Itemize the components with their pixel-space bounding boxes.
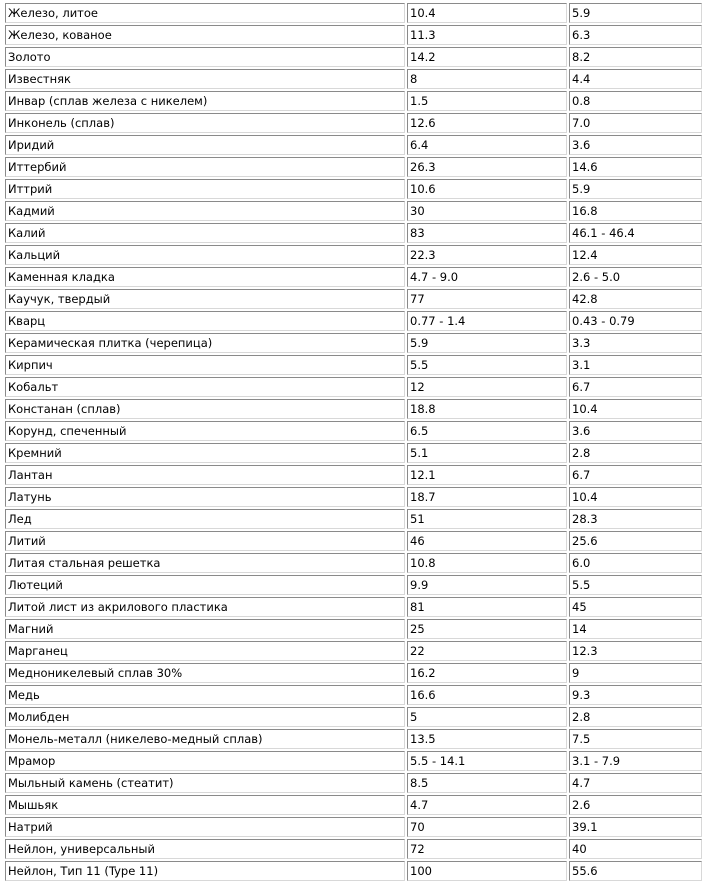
material-cell: Кирпич (5, 355, 405, 375)
material-cell: Магний (5, 619, 405, 639)
table-row (5, 311, 702, 331)
material-cell: Кальций (5, 245, 405, 265)
table-row (5, 179, 702, 199)
table-row (5, 201, 702, 221)
table-row (5, 399, 702, 419)
table-row (5, 795, 702, 815)
value-cell-2: 3.1 (569, 355, 702, 375)
value-cell-2: 2.8 (569, 443, 702, 463)
material-cell: Кобальт (5, 377, 405, 397)
material-cell: Лед (5, 509, 405, 529)
material-cell: Нейлон, универсальный (5, 839, 405, 859)
value-cell-1: 5.1 (407, 443, 567, 463)
table-row (5, 751, 702, 771)
table-row (5, 509, 702, 529)
material-cell: Литой лист из акрилового пластика (5, 597, 405, 617)
value-cell-2: 9.3 (569, 685, 702, 705)
table-row (5, 267, 702, 287)
material-cell: Кадмий (5, 201, 405, 221)
value-cell-1: 22.3 (407, 245, 567, 265)
value-cell-1: 72 (407, 839, 567, 859)
value-cell-1: 5 (407, 707, 567, 727)
value-cell-1: 9.9 (407, 575, 567, 595)
material-cell: Известняк (5, 69, 405, 89)
value-cell-1: 16.6 (407, 685, 567, 705)
value-cell-1: 81 (407, 597, 567, 617)
table-row (5, 487, 702, 507)
table-row (5, 69, 702, 89)
value-cell-1: 1.5 (407, 91, 567, 111)
material-cell: Нейлон, Тип 11 (Type 11) (5, 861, 405, 881)
table-row (5, 465, 702, 485)
material-cell: Литая стальная решетка (5, 553, 405, 573)
table-row (5, 421, 702, 441)
table-row (5, 377, 702, 397)
table-row (5, 575, 702, 595)
value-cell-2: 3.6 (569, 421, 702, 441)
value-cell-2: 2.8 (569, 707, 702, 727)
table-row (5, 25, 702, 45)
material-cell: Латунь (5, 487, 405, 507)
value-cell-2: 0.43 - 0.79 (569, 311, 702, 331)
table-row (5, 91, 702, 111)
material-cell: Иттрий (5, 179, 405, 199)
value-cell-1: 83 (407, 223, 567, 243)
table-body (5, 3, 702, 881)
material-cell: Иридий (5, 135, 405, 155)
value-cell-2: 12.3 (569, 641, 702, 661)
value-cell-1: 10.4 (407, 3, 567, 23)
value-cell-2: 39.1 (569, 817, 702, 837)
value-cell-2: 6.7 (569, 377, 702, 397)
material-cell: Кремний (5, 443, 405, 463)
table-row (5, 817, 702, 837)
table-row (5, 553, 702, 573)
value-cell-2: 8.2 (569, 47, 702, 67)
value-cell-1: 4.7 (407, 795, 567, 815)
value-cell-2: 12.4 (569, 245, 702, 265)
value-cell-1: 5.5 - 14.1 (407, 751, 567, 771)
table-row (5, 3, 702, 23)
value-cell-2: 3.1 - 7.9 (569, 751, 702, 771)
value-cell-1: 51 (407, 509, 567, 529)
value-cell-2: 6.0 (569, 553, 702, 573)
value-cell-1: 18.7 (407, 487, 567, 507)
value-cell-1: 46 (407, 531, 567, 551)
table-row (5, 861, 702, 881)
value-cell-1: 5.9 (407, 333, 567, 353)
value-cell-1: 10.6 (407, 179, 567, 199)
table-row (5, 729, 702, 749)
value-cell-2: 14.6 (569, 157, 702, 177)
value-cell-2: 7.0 (569, 113, 702, 133)
table-row (5, 619, 702, 639)
material-cell: Молибден (5, 707, 405, 727)
value-cell-2: 5.5 (569, 575, 702, 595)
table-row (5, 641, 702, 661)
value-cell-2: 16.8 (569, 201, 702, 221)
value-cell-1: 16.2 (407, 663, 567, 683)
material-cell: Литий (5, 531, 405, 551)
value-cell-2: 3.6 (569, 135, 702, 155)
table-row (5, 707, 702, 727)
material-cell: Каменная кладка (5, 267, 405, 287)
value-cell-2: 3.3 (569, 333, 702, 353)
material-cell: Золото (5, 47, 405, 67)
value-cell-2: 9 (569, 663, 702, 683)
material-cell: Натрий (5, 817, 405, 837)
value-cell-2: 14 (569, 619, 702, 639)
table-row (5, 839, 702, 859)
material-cell: Каучук, твердый (5, 289, 405, 309)
value-cell-1: 12.6 (407, 113, 567, 133)
table-row (5, 685, 702, 705)
value-cell-1: 5.5 (407, 355, 567, 375)
material-cell: Лантан (5, 465, 405, 485)
value-cell-2: 6.3 (569, 25, 702, 45)
material-cell: Монель-металл (никелево-медный сплав) (5, 729, 405, 749)
value-cell-1: 18.8 (407, 399, 567, 419)
value-cell-1: 8.5 (407, 773, 567, 793)
value-cell-1: 26.3 (407, 157, 567, 177)
material-cell: Инвар (сплав железа с никелем) (5, 91, 405, 111)
value-cell-1: 6.4 (407, 135, 567, 155)
value-cell-1: 100 (407, 861, 567, 881)
value-cell-1: 4.7 - 9.0 (407, 267, 567, 287)
value-cell-2: 6.7 (569, 465, 702, 485)
value-cell-1: 22 (407, 641, 567, 661)
table-row (5, 47, 702, 67)
value-cell-2: 25.6 (569, 531, 702, 551)
material-cell: Мыльный камень (стеатит) (5, 773, 405, 793)
value-cell-1: 8 (407, 69, 567, 89)
material-cell: Корунд, спеченный (5, 421, 405, 441)
material-cell: Кварц (5, 311, 405, 331)
thermal-expansion-table (3, 1, 704, 883)
value-cell-1: 70 (407, 817, 567, 837)
material-cell: Мышьяк (5, 795, 405, 815)
value-cell-1: 77 (407, 289, 567, 309)
value-cell-2: 0.8 (569, 91, 702, 111)
material-cell: Инконель (сплав) (5, 113, 405, 133)
value-cell-2: 4.7 (569, 773, 702, 793)
value-cell-1: 12.1 (407, 465, 567, 485)
material-cell: Калий (5, 223, 405, 243)
value-cell-2: 40 (569, 839, 702, 859)
value-cell-2: 46.1 - 46.4 (569, 223, 702, 243)
value-cell-1: 12 (407, 377, 567, 397)
table-row (5, 355, 702, 375)
value-cell-2: 4.4 (569, 69, 702, 89)
table-row (5, 597, 702, 617)
table-row (5, 333, 702, 353)
material-cell: Констанан (сплав) (5, 399, 405, 419)
value-cell-2: 7.5 (569, 729, 702, 749)
value-cell-2: 2.6 (569, 795, 702, 815)
material-cell: Марганец (5, 641, 405, 661)
value-cell-2: 28.3 (569, 509, 702, 529)
table-row (5, 135, 702, 155)
material-cell: Железо, литое (5, 3, 405, 23)
value-cell-1: 10.8 (407, 553, 567, 573)
material-table-container (3, 1, 702, 883)
value-cell-1: 30 (407, 201, 567, 221)
value-cell-2: 42.8 (569, 289, 702, 309)
table-row (5, 157, 702, 177)
value-cell-1: 14.2 (407, 47, 567, 67)
table-row (5, 531, 702, 551)
value-cell-1: 6.5 (407, 421, 567, 441)
table-row (5, 113, 702, 133)
value-cell-2: 5.9 (569, 3, 702, 23)
value-cell-2: 5.9 (569, 179, 702, 199)
table-row (5, 773, 702, 793)
table-row (5, 223, 702, 243)
material-cell: Медноникелевый сплав 30% (5, 663, 405, 683)
value-cell-1: 25 (407, 619, 567, 639)
material-cell: Керамическая плитка (черепица) (5, 333, 405, 353)
material-cell: Железо, кованое (5, 25, 405, 45)
value-cell-2: 10.4 (569, 399, 702, 419)
value-cell-2: 55.6 (569, 861, 702, 881)
material-cell: Иттербий (5, 157, 405, 177)
value-cell-1: 0.77 - 1.4 (407, 311, 567, 331)
value-cell-2: 10.4 (569, 487, 702, 507)
table-row (5, 443, 702, 463)
material-cell: Лютеций (5, 575, 405, 595)
value-cell-1: 13.5 (407, 729, 567, 749)
value-cell-2: 2.6 - 5.0 (569, 267, 702, 287)
table-row (5, 289, 702, 309)
material-cell: Мрамор (5, 751, 405, 771)
material-cell: Медь (5, 685, 405, 705)
table-row (5, 245, 702, 265)
value-cell-1: 11.3 (407, 25, 567, 45)
value-cell-2: 45 (569, 597, 702, 617)
table-row (5, 663, 702, 683)
